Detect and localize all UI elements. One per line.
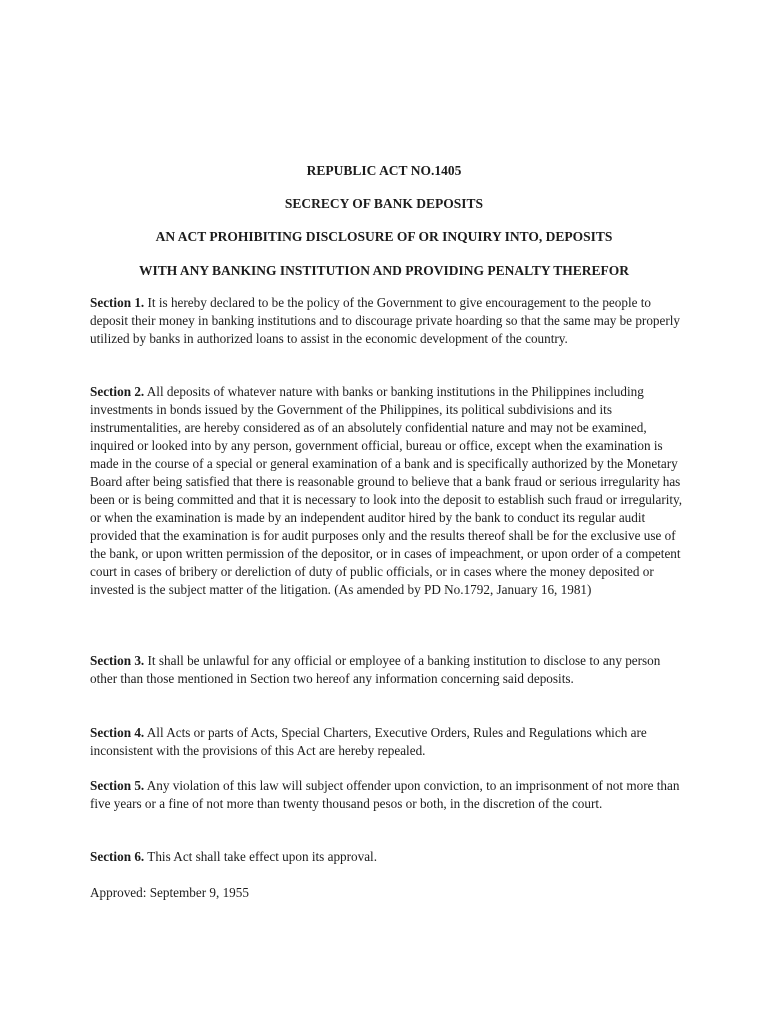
section-2-paragraph bbox=[90, 383, 686, 599]
section-6-label: Section 6. bbox=[90, 849, 145, 864]
section-5-paragraph bbox=[90, 777, 686, 813]
section-4-label: Section 4. bbox=[90, 725, 145, 740]
section-1-label: Section 1. bbox=[90, 295, 145, 310]
section-5-text: Any violation of this law will subject offender upon conviction, to an imprisonment of not more than five years or a fine of not more than twenty thousand pesos or both, in the discretion of the court. bbox=[90, 778, 680, 811]
section-1-paragraph bbox=[90, 294, 686, 348]
act-long-title-line-1: AN ACT PROHIBITING DISCLOSURE OF OR INQUIRY INTO, DEPOSITS bbox=[155, 229, 613, 244]
approval-date: Approved: September 9, 1955 bbox=[90, 885, 249, 900]
section-3-paragraph bbox=[90, 652, 686, 688]
act-number-heading: REPUBLIC ACT NO.1405 bbox=[306, 163, 462, 178]
act-long-title-line-2: WITH ANY BANKING INSTITUTION AND PROVIDING PENALTY THEREFOR bbox=[139, 263, 629, 278]
section-2-label: Section 2. bbox=[90, 384, 145, 399]
section-4-text: All Acts or parts of Acts, Special Charters, Executive Orders, Rules and Regulations which are inconsistent with the provisions of this Act are hereby repealed. bbox=[90, 725, 647, 758]
section-5-label: Section 5. bbox=[90, 778, 145, 793]
section-1-text: It is hereby declared to be the policy of the Government to give encouragement to the people to deposit their money in banking institutions and to discourage private hoarding so that the same may be properly utilized by banks in authorized loans to assist in the economic development of the country. bbox=[90, 295, 681, 346]
section-4-paragraph bbox=[90, 724, 686, 760]
section-3-label: Section 3. bbox=[90, 653, 145, 668]
section-3-text: It shall be unlawful for any official or employee of a banking institution to disclose to any person other than those mentioned in Section two hereof any information concerning said deposits. bbox=[90, 653, 661, 686]
section-6-paragraph bbox=[90, 848, 686, 866]
act-short-title-heading: SECRECY OF BANK DEPOSITS bbox=[284, 196, 484, 211]
section-6-text: This Act shall take effect upon its approval. bbox=[144, 849, 378, 864]
section-2-text: All deposits of whatever nature with banks or banking institutions in the Philippines including investments in bonds issued by the Government of the Philippines, its political subdivisions and its instrumentalities, are hereby considered as of an absolutely confidential nature and may not be examined, inquired or looked into by any person, government official, bureau or office, except when the examination is made in the course of a special or general examination of a bank and is specifically authorized by the Monetary Board after being satisfied that there is reasonable ground to believe that a bank fraud or serious irregularity has been or is being committed and that it is necessary to look into the deposit to establish such fraud or irregularity, or when the examination is made by an independent auditor hired by the bank to conduct its regular audit provided that the examination is for audit purposes only and the results thereof shall be for the exclusive use of the bank, or upon written permission of the depositor, or in cases of impeachment, or upon order of a competent court in cases of bribery or dereliction of duty of public officials, or in cases where the money deposited or invested is the subject matter of the litigation. (As amended by PD No.1792, January 16, 1981) bbox=[90, 384, 683, 597]
